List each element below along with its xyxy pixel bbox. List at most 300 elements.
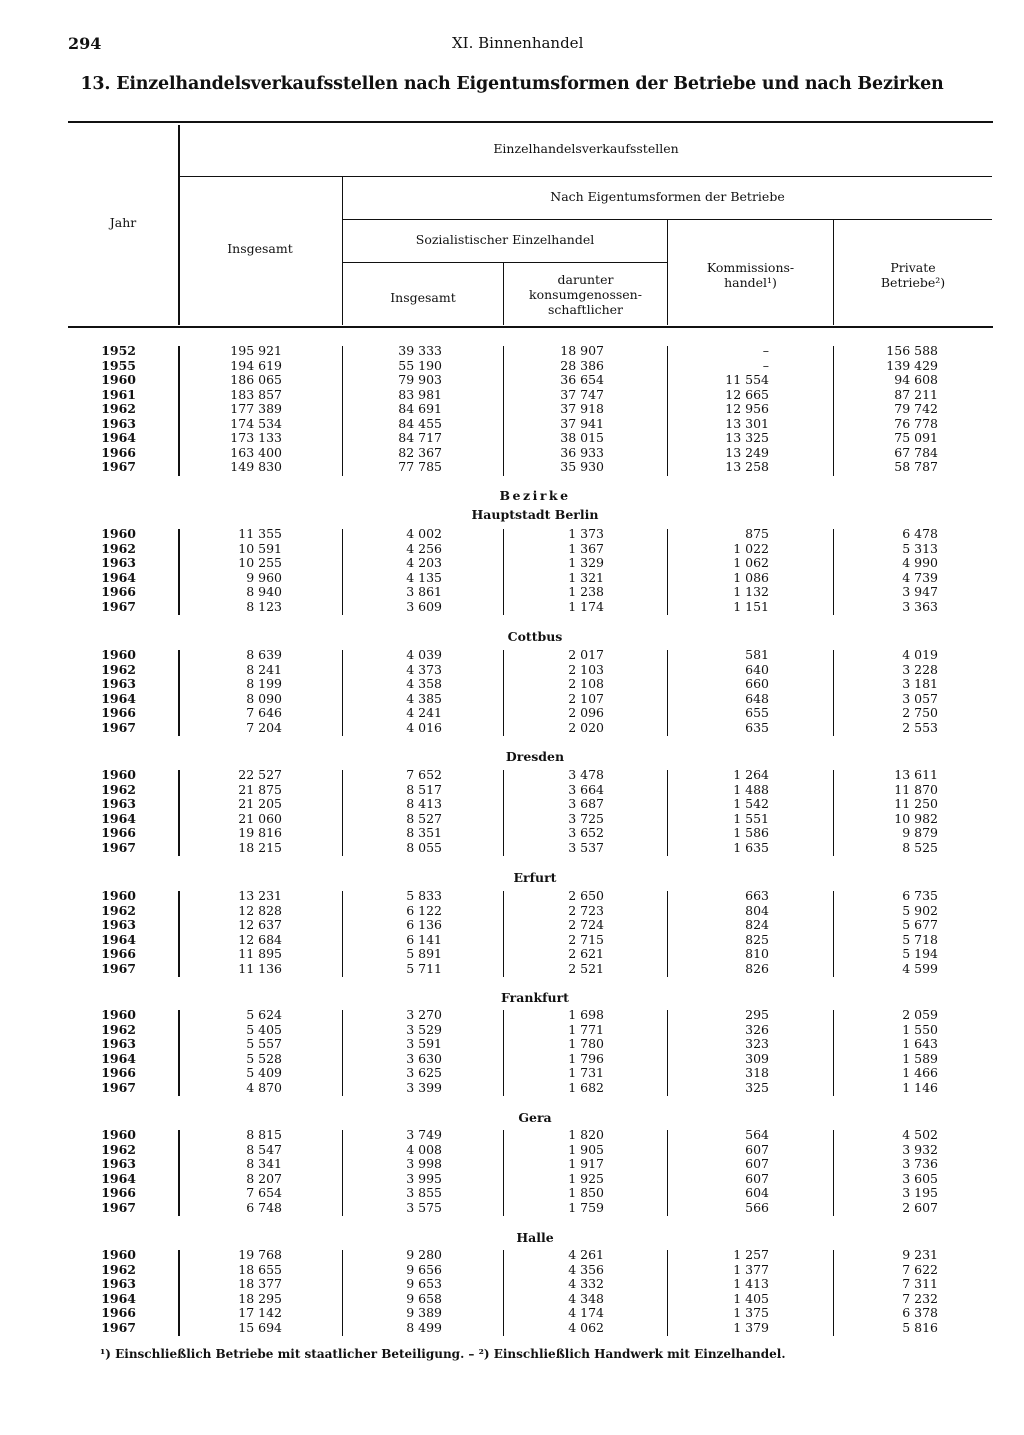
cell-private: 4 019 bbox=[902, 647, 938, 662]
col-header-soz-insgesamt: Insgesamt bbox=[390, 290, 456, 305]
cell-soz-insgesamt: 4 016 bbox=[406, 719, 442, 735]
cell-kommission: 1 542 bbox=[733, 796, 769, 812]
table-row bbox=[0, 556, 1024, 571]
cell-soz-insgesamt: 84 691 bbox=[398, 401, 442, 417]
col-header-private bbox=[834, 260, 992, 290]
cell-jahr: 1964 bbox=[101, 1050, 136, 1066]
cell-jahr: 1964 bbox=[101, 810, 136, 826]
cell-soz-insgesamt: 4 241 bbox=[406, 705, 442, 721]
cell-private: 1 643 bbox=[902, 1036, 938, 1052]
table-row bbox=[0, 692, 1024, 707]
cell-konsum: 1 329 bbox=[568, 555, 604, 571]
cell-konsum: 2 096 bbox=[568, 705, 604, 721]
table-row bbox=[0, 1143, 1024, 1158]
table-row bbox=[0, 344, 1024, 359]
cell-jahr: 1967 bbox=[101, 1079, 136, 1095]
cell-insgesamt: 11 355 bbox=[238, 526, 282, 541]
running-head: XI. Binnenhandel bbox=[452, 34, 584, 52]
cell-konsum: 2 017 bbox=[568, 647, 604, 662]
cell-konsum: 37 918 bbox=[560, 401, 604, 417]
cell-kommission: 1 635 bbox=[733, 839, 769, 855]
cell-jahr: 1961 bbox=[101, 386, 136, 402]
cell-private: 2 607 bbox=[902, 1199, 938, 1215]
cell-soz-insgesamt: 79 903 bbox=[398, 372, 442, 388]
cell-jahr: 1963 bbox=[101, 1156, 136, 1172]
cell-insgesamt: 12 637 bbox=[238, 917, 282, 933]
col-header-private-line2: Betriebe²) bbox=[880, 275, 946, 290]
cell-konsum: 3 652 bbox=[568, 825, 604, 841]
cell-insgesamt: 5 557 bbox=[246, 1036, 282, 1052]
cell-jahr: 1966 bbox=[101, 946, 136, 962]
cell-kommission: 13 325 bbox=[725, 430, 769, 446]
table-row bbox=[0, 706, 1024, 721]
table-row bbox=[0, 431, 1024, 446]
cell-insgesamt: 183 857 bbox=[230, 386, 282, 402]
cell-kommission: – bbox=[762, 357, 769, 373]
cell-kommission: 12 956 bbox=[725, 401, 769, 417]
table-row bbox=[0, 1037, 1024, 1052]
cell-jahr: 1964 bbox=[101, 1170, 136, 1186]
cell-private: 4 599 bbox=[902, 960, 938, 976]
section-title: Frankfurt bbox=[501, 990, 569, 1005]
table-row bbox=[0, 571, 1024, 586]
cell-kommission: 323 bbox=[745, 1036, 769, 1052]
cell-jahr: 1960 bbox=[101, 372, 136, 388]
cell-jahr: 1960 bbox=[101, 647, 136, 662]
cell-jahr: 1962 bbox=[101, 781, 136, 797]
cell-private: 9 879 bbox=[902, 825, 938, 841]
cell-insgesamt: 18 295 bbox=[238, 1290, 282, 1306]
cell-private: 8 525 bbox=[902, 839, 938, 855]
table-top-rule bbox=[68, 121, 993, 123]
cell-insgesamt: 13 231 bbox=[238, 888, 282, 903]
col-group-sozialistisch: Sozialistischer Einzelhandel bbox=[415, 232, 595, 247]
cell-soz-insgesamt: 8 499 bbox=[406, 1319, 442, 1335]
cell-soz-insgesamt: 39 333 bbox=[398, 343, 442, 358]
table-row bbox=[0, 527, 1024, 542]
cell-konsum: 4 332 bbox=[568, 1276, 604, 1292]
cell-insgesamt: 5 528 bbox=[246, 1050, 282, 1066]
table-row bbox=[0, 826, 1024, 841]
cell-soz-insgesamt: 4 135 bbox=[406, 569, 442, 585]
cell-konsum: 4 174 bbox=[568, 1305, 604, 1321]
cell-soz-insgesamt: 84 717 bbox=[398, 430, 442, 446]
cell-kommission: 655 bbox=[745, 705, 769, 721]
cell-private: 3 228 bbox=[902, 661, 938, 677]
cell-private: 2 553 bbox=[902, 719, 938, 735]
table-row bbox=[0, 1157, 1024, 1172]
cell-soz-insgesamt: 3 609 bbox=[406, 598, 442, 614]
cell-private: 10 982 bbox=[894, 810, 938, 826]
cell-konsum: 37 747 bbox=[560, 386, 604, 402]
cell-insgesamt: 18 655 bbox=[238, 1261, 282, 1277]
cell-insgesamt: 11 136 bbox=[238, 960, 282, 976]
cell-private: 4 990 bbox=[902, 555, 938, 571]
cell-soz-insgesamt: 4 039 bbox=[406, 647, 442, 662]
cell-private: 5 718 bbox=[902, 931, 938, 947]
cell-insgesamt: 10 255 bbox=[238, 555, 282, 571]
cell-konsum: 4 062 bbox=[568, 1319, 604, 1335]
cell-konsum: 1 850 bbox=[568, 1185, 604, 1201]
cell-soz-insgesamt: 9 656 bbox=[406, 1261, 442, 1277]
cell-soz-insgesamt: 3 861 bbox=[406, 584, 442, 600]
cell-private: 58 787 bbox=[894, 459, 938, 475]
cell-kommission: 1 551 bbox=[733, 810, 769, 826]
cell-private: 76 778 bbox=[894, 415, 938, 431]
col-header-konsum-line3: schaftlicher bbox=[548, 302, 623, 317]
cell-jahr: 1967 bbox=[101, 459, 136, 475]
cell-private: 79 742 bbox=[894, 401, 938, 417]
cell-insgesamt: 21 875 bbox=[238, 781, 282, 797]
table-row bbox=[0, 721, 1024, 736]
cell-private: 4 739 bbox=[902, 569, 938, 585]
col-header-kommission-line2: handel¹) bbox=[724, 275, 777, 290]
cell-kommission: 604 bbox=[745, 1185, 769, 1201]
cell-jahr: 1964 bbox=[101, 931, 136, 947]
cell-jahr: 1962 bbox=[101, 1021, 136, 1037]
cell-insgesamt: 177 389 bbox=[230, 401, 282, 417]
cell-konsum: 2 621 bbox=[568, 946, 604, 962]
cell-insgesamt: 8 241 bbox=[246, 661, 282, 677]
cell-jahr: 1960 bbox=[101, 888, 136, 903]
table-row bbox=[0, 1066, 1024, 1081]
table-row bbox=[0, 600, 1024, 615]
table-row bbox=[0, 388, 1024, 403]
cell-konsum: 1 796 bbox=[568, 1050, 604, 1066]
cell-jahr: 1963 bbox=[101, 415, 136, 431]
cell-private: 11 250 bbox=[894, 796, 938, 812]
cell-insgesamt: 174 534 bbox=[230, 415, 282, 431]
cell-insgesamt: 22 527 bbox=[238, 767, 282, 782]
table-row bbox=[0, 1277, 1024, 1292]
table-row bbox=[0, 797, 1024, 812]
cell-private: 6 735 bbox=[902, 888, 938, 903]
cell-jahr: 1962 bbox=[101, 540, 136, 556]
cell-kommission: 1 413 bbox=[733, 1276, 769, 1292]
cell-kommission: 13 249 bbox=[725, 444, 769, 460]
cell-private: 1 466 bbox=[902, 1065, 938, 1081]
cell-jahr: 1963 bbox=[101, 1036, 136, 1052]
table-row bbox=[0, 1263, 1024, 1278]
section-title: Halle bbox=[516, 1230, 554, 1245]
cell-private: 87 211 bbox=[894, 386, 938, 402]
table-row bbox=[0, 1248, 1024, 1263]
cell-soz-insgesamt: 3 749 bbox=[406, 1127, 442, 1142]
cell-kommission: 1 022 bbox=[733, 540, 769, 556]
cell-insgesamt: 4 870 bbox=[246, 1079, 282, 1095]
table-row bbox=[0, 1008, 1024, 1023]
cell-konsum: 38 015 bbox=[560, 430, 604, 446]
cell-soz-insgesamt: 4 203 bbox=[406, 555, 442, 571]
cell-private: 139 429 bbox=[886, 357, 938, 373]
cell-konsum: 3 478 bbox=[568, 767, 604, 782]
cell-insgesamt: 8 639 bbox=[246, 647, 282, 662]
cell-soz-insgesamt: 8 527 bbox=[406, 810, 442, 826]
col-header-konsum-line2: konsumgenossen- bbox=[529, 287, 642, 302]
cell-jahr: 1964 bbox=[101, 1290, 136, 1306]
cell-soz-insgesamt: 5 891 bbox=[406, 946, 442, 962]
cell-jahr: 1966 bbox=[101, 444, 136, 460]
col-header-jahr: Jahr bbox=[109, 215, 137, 230]
cell-konsum: 37 941 bbox=[560, 415, 604, 431]
col-header-kommission-line1: Kommissions- bbox=[706, 260, 795, 275]
cell-insgesamt: 5 409 bbox=[246, 1065, 282, 1081]
cell-private: 1 550 bbox=[902, 1021, 938, 1037]
cell-insgesamt: 195 921 bbox=[230, 343, 282, 358]
cell-konsum: 4 261 bbox=[568, 1247, 604, 1262]
table-row bbox=[0, 1081, 1024, 1096]
cell-private: 3 195 bbox=[902, 1185, 938, 1201]
cell-private: 1 589 bbox=[902, 1050, 938, 1066]
cell-insgesamt: 186 065 bbox=[230, 372, 282, 388]
cell-insgesamt: 21 060 bbox=[238, 810, 282, 826]
cell-private: 2 059 bbox=[902, 1007, 938, 1022]
cell-kommission: 635 bbox=[745, 719, 769, 735]
cell-private: 156 588 bbox=[886, 343, 938, 358]
cell-konsum: 2 020 bbox=[568, 719, 604, 735]
cell-insgesamt: 15 694 bbox=[238, 1319, 282, 1335]
cell-insgesamt: 163 400 bbox=[230, 444, 282, 460]
cell-jahr: 1955 bbox=[101, 357, 136, 373]
table-row bbox=[0, 812, 1024, 827]
cell-konsum: 3 664 bbox=[568, 781, 604, 797]
cell-kommission: 826 bbox=[745, 960, 769, 976]
cell-jahr: 1966 bbox=[101, 1305, 136, 1321]
cell-jahr: 1963 bbox=[101, 676, 136, 692]
cell-insgesamt: 17 142 bbox=[238, 1305, 282, 1321]
cell-soz-insgesamt: 3 625 bbox=[406, 1065, 442, 1081]
cell-kommission: 1 375 bbox=[733, 1305, 769, 1321]
table-row bbox=[0, 648, 1024, 663]
cell-kommission: 12 665 bbox=[725, 386, 769, 402]
cell-konsum: 36 654 bbox=[560, 372, 604, 388]
cell-konsum: 28 386 bbox=[560, 357, 604, 373]
section-title: Dresden bbox=[505, 749, 565, 764]
cell-jahr: 1960 bbox=[101, 1247, 136, 1262]
cell-konsum: 2 108 bbox=[568, 676, 604, 692]
cell-soz-insgesamt: 4 008 bbox=[406, 1141, 442, 1157]
cell-kommission: 640 bbox=[745, 661, 769, 677]
cell-soz-insgesamt: 8 517 bbox=[406, 781, 442, 797]
cell-kommission: 1 586 bbox=[733, 825, 769, 841]
cell-private: 67 784 bbox=[894, 444, 938, 460]
cell-insgesamt: 8 815 bbox=[246, 1127, 282, 1142]
cell-konsum: 35 930 bbox=[560, 459, 604, 475]
cell-konsum: 3 687 bbox=[568, 796, 604, 812]
cell-konsum: 1 759 bbox=[568, 1199, 604, 1215]
cell-jahr: 1962 bbox=[101, 661, 136, 677]
cell-jahr: 1967 bbox=[101, 719, 136, 735]
table-row bbox=[0, 1023, 1024, 1038]
table-row bbox=[0, 933, 1024, 948]
section-title: Gera bbox=[518, 1110, 552, 1125]
cell-kommission: 1 151 bbox=[733, 598, 769, 614]
cell-kommission: 660 bbox=[745, 676, 769, 692]
table-row bbox=[0, 1172, 1024, 1187]
cell-private: 3 932 bbox=[902, 1141, 938, 1157]
section-title: Erfurt bbox=[513, 870, 557, 885]
cell-jahr: 1966 bbox=[101, 705, 136, 721]
cell-jahr: 1962 bbox=[101, 902, 136, 918]
table-title: 13. Einzelhandelsverkaufsstellen nach Eigentumsformen der Betriebe und nach Bezirken bbox=[80, 74, 944, 94]
cell-soz-insgesamt: 77 785 bbox=[398, 459, 442, 475]
cell-insgesamt: 8 547 bbox=[246, 1141, 282, 1157]
cell-private: 94 608 bbox=[894, 372, 938, 388]
table-row bbox=[0, 417, 1024, 432]
cell-insgesamt: 8 090 bbox=[246, 690, 282, 706]
cell-private: 3 736 bbox=[902, 1156, 938, 1172]
table-row bbox=[0, 1052, 1024, 1067]
cell-private: 5 816 bbox=[902, 1319, 938, 1335]
cell-kommission: 13 258 bbox=[725, 459, 769, 475]
cell-soz-insgesamt: 9 653 bbox=[406, 1276, 442, 1292]
cell-insgesamt: 11 895 bbox=[238, 946, 282, 962]
cell-kommission: 607 bbox=[745, 1156, 769, 1172]
cell-insgesamt: 9 960 bbox=[246, 569, 282, 585]
table-row bbox=[0, 841, 1024, 856]
cell-private: 11 870 bbox=[894, 781, 938, 797]
cell-insgesamt: 19 816 bbox=[238, 825, 282, 841]
cell-kommission: 1 379 bbox=[733, 1319, 769, 1335]
cell-konsum: 1 905 bbox=[568, 1141, 604, 1157]
cell-jahr: 1966 bbox=[101, 1065, 136, 1081]
cell-kommission: 1 264 bbox=[733, 767, 769, 782]
cell-private: 5 677 bbox=[902, 917, 938, 933]
cell-private: 3 057 bbox=[902, 690, 938, 706]
cell-private: 4 502 bbox=[902, 1127, 938, 1142]
cell-jahr: 1967 bbox=[101, 1199, 136, 1215]
col-group-einzelhandel: Einzelhandelsverkaufsstellen bbox=[493, 141, 679, 156]
cell-kommission: 566 bbox=[745, 1199, 769, 1215]
cell-private: 6 478 bbox=[902, 526, 938, 541]
cell-kommission: 663 bbox=[745, 888, 769, 903]
table-row bbox=[0, 918, 1024, 933]
cell-jahr: 1966 bbox=[101, 1185, 136, 1201]
cell-konsum: 1 917 bbox=[568, 1156, 604, 1172]
col-header-konsum bbox=[504, 272, 667, 317]
cell-insgesamt: 6 748 bbox=[246, 1199, 282, 1215]
table-row bbox=[0, 1306, 1024, 1321]
cell-soz-insgesamt: 9 280 bbox=[406, 1247, 442, 1262]
cell-jahr: 1964 bbox=[101, 430, 136, 446]
table-row bbox=[0, 1292, 1024, 1307]
cell-insgesamt: 18 377 bbox=[238, 1276, 282, 1292]
cell-kommission: 309 bbox=[745, 1050, 769, 1066]
cell-jahr: 1963 bbox=[101, 555, 136, 571]
cell-konsum: 1 367 bbox=[568, 540, 604, 556]
cell-konsum: 4 348 bbox=[568, 1290, 604, 1306]
cell-soz-insgesamt: 4 373 bbox=[406, 661, 442, 677]
cell-soz-insgesamt: 84 455 bbox=[398, 415, 442, 431]
cell-konsum: 18 907 bbox=[560, 343, 604, 358]
cell-kommission: 824 bbox=[745, 917, 769, 933]
table-row bbox=[0, 373, 1024, 388]
cell-private: 75 091 bbox=[894, 430, 938, 446]
cell-konsum: 4 356 bbox=[568, 1261, 604, 1277]
cell-private: 5 313 bbox=[902, 540, 938, 556]
cell-kommission: 810 bbox=[745, 946, 769, 962]
cell-insgesamt: 8 199 bbox=[246, 676, 282, 692]
soz-underline bbox=[343, 262, 667, 263]
cell-insgesamt: 12 828 bbox=[238, 902, 282, 918]
table-row bbox=[0, 542, 1024, 557]
cell-kommission: 804 bbox=[745, 902, 769, 918]
cell-kommission: 607 bbox=[745, 1170, 769, 1186]
cell-private: 3 181 bbox=[902, 676, 938, 692]
cell-soz-insgesamt: 6 141 bbox=[406, 931, 442, 947]
cell-insgesamt: 149 830 bbox=[230, 459, 282, 475]
cell-kommission: 1 405 bbox=[733, 1290, 769, 1306]
cell-jahr: 1952 bbox=[101, 343, 136, 358]
cell-soz-insgesamt: 3 529 bbox=[406, 1021, 442, 1037]
cell-konsum: 1 780 bbox=[568, 1036, 604, 1052]
cell-private: 7 232 bbox=[902, 1290, 938, 1306]
table-row bbox=[0, 947, 1024, 962]
cell-konsum: 1 373 bbox=[568, 526, 604, 541]
cell-insgesamt: 7 654 bbox=[246, 1185, 282, 1201]
cell-konsum: 2 521 bbox=[568, 960, 604, 976]
cell-private: 3 605 bbox=[902, 1170, 938, 1186]
cell-kommission: – bbox=[762, 343, 769, 358]
cell-insgesamt: 8 207 bbox=[246, 1170, 282, 1186]
cell-insgesamt: 21 205 bbox=[238, 796, 282, 812]
table-row bbox=[0, 460, 1024, 475]
cell-insgesamt: 12 684 bbox=[238, 931, 282, 947]
cell-soz-insgesamt: 9 389 bbox=[406, 1305, 442, 1321]
cell-insgesamt: 18 215 bbox=[238, 839, 282, 855]
cell-kommission: 1 488 bbox=[733, 781, 769, 797]
cell-kommission: 1 132 bbox=[733, 584, 769, 600]
cell-insgesamt: 7 204 bbox=[246, 719, 282, 735]
cell-soz-insgesamt: 3 995 bbox=[406, 1170, 442, 1186]
cell-konsum: 1 731 bbox=[568, 1065, 604, 1081]
cell-soz-insgesamt: 55 190 bbox=[398, 357, 442, 373]
cell-konsum: 1 925 bbox=[568, 1170, 604, 1186]
cell-kommission: 295 bbox=[745, 1007, 769, 1022]
section-title: Hauptstadt Berlin bbox=[471, 507, 599, 522]
cell-jahr: 1964 bbox=[101, 690, 136, 706]
table-row bbox=[0, 402, 1024, 417]
cell-insgesamt: 19 768 bbox=[238, 1247, 282, 1262]
table-row bbox=[0, 783, 1024, 798]
cell-kommission: 11 554 bbox=[725, 372, 769, 388]
cell-kommission: 13 301 bbox=[725, 415, 769, 431]
cell-konsum: 3 537 bbox=[568, 839, 604, 855]
table-row bbox=[0, 1186, 1024, 1201]
cell-soz-insgesamt: 3 399 bbox=[406, 1079, 442, 1095]
cell-soz-insgesamt: 4 002 bbox=[406, 526, 442, 541]
cell-jahr: 1966 bbox=[101, 584, 136, 600]
cell-jahr: 1966 bbox=[101, 825, 136, 841]
cell-kommission: 825 bbox=[745, 931, 769, 947]
table-row bbox=[0, 677, 1024, 692]
cell-jahr: 1962 bbox=[101, 1141, 136, 1157]
cell-soz-insgesamt: 3 575 bbox=[406, 1199, 442, 1215]
cell-insgesamt: 8 940 bbox=[246, 584, 282, 600]
cell-insgesamt: 173 133 bbox=[230, 430, 282, 446]
cell-konsum: 1 321 bbox=[568, 569, 604, 585]
cell-soz-insgesamt: 5 833 bbox=[406, 888, 442, 903]
cell-kommission: 1 062 bbox=[733, 555, 769, 571]
table-row bbox=[0, 889, 1024, 904]
col-header-konsum-line1: darunter bbox=[557, 272, 614, 287]
cell-insgesamt: 8 123 bbox=[246, 598, 282, 614]
col-header-private-line1: Private bbox=[890, 260, 936, 275]
cell-soz-insgesamt: 6 122 bbox=[406, 902, 442, 918]
cell-konsum: 36 933 bbox=[560, 444, 604, 460]
cell-kommission: 326 bbox=[745, 1021, 769, 1037]
cell-private: 6 378 bbox=[902, 1305, 938, 1321]
